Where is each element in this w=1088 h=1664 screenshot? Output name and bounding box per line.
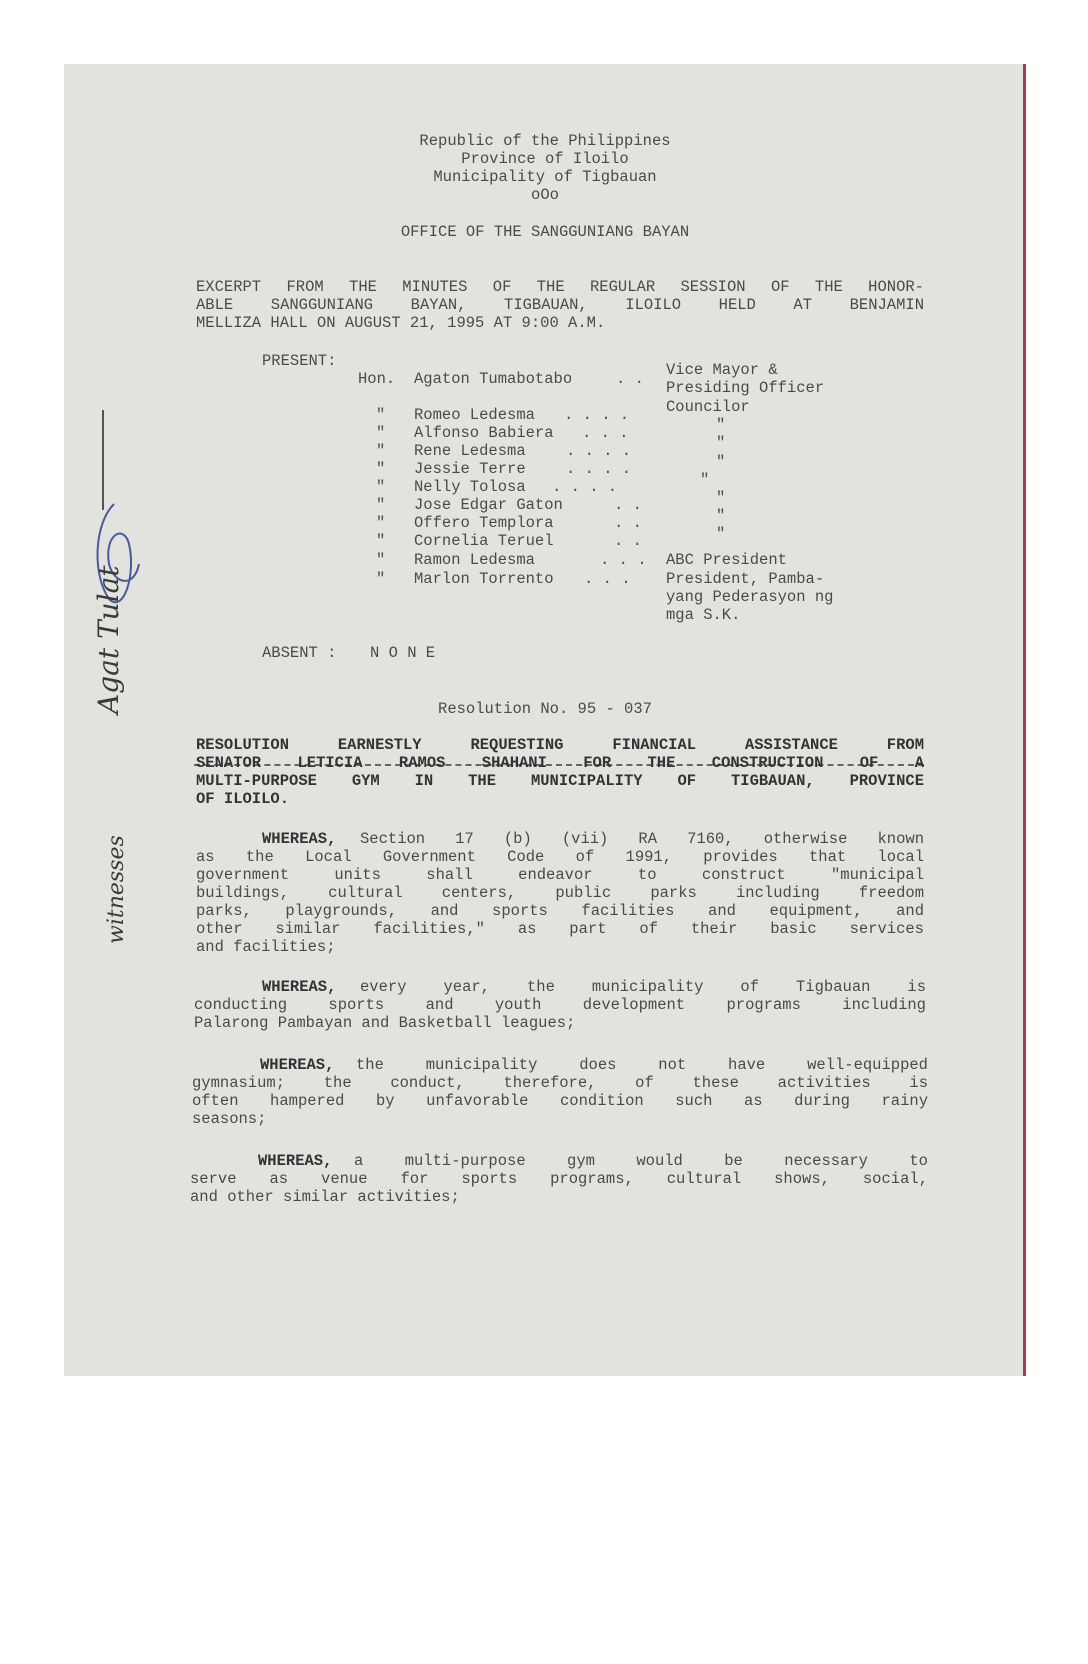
margin-witnesses-text: witnesses bbox=[104, 835, 129, 944]
member-role: Councilor bbox=[666, 398, 750, 416]
member-prefix: " bbox=[376, 551, 386, 569]
header-office: OFFICE OF THE SANGGUNIANG BAYAN bbox=[400, 223, 690, 241]
member-prefix: " bbox=[376, 478, 386, 496]
member-name: Marlon Torrento bbox=[414, 570, 554, 588]
header-municipality: Municipality of Tigbauan bbox=[433, 168, 657, 186]
member-name: Jose Edgar Gaton bbox=[414, 496, 563, 514]
member-dots: . . . bbox=[584, 570, 631, 588]
whereas-line: other similar facilities," as part of their basic services bbox=[196, 920, 924, 938]
whereas-line: gymnasium; the conduct, therefore, of these activities is bbox=[192, 1074, 928, 1092]
whereas-line: buildings, cultural centers, public parks including freedom bbox=[196, 884, 924, 902]
whereas-line: as the Local Government Code of 1991, provides that local bbox=[196, 848, 924, 866]
whereas-lead: WHEREAS, bbox=[262, 978, 337, 996]
whereas-lead: WHEREAS, bbox=[260, 1056, 335, 1074]
whereas-line: serve as venue for sports programs, cultural shows, social, bbox=[190, 1170, 928, 1188]
member-name: Nelly Tolosa bbox=[414, 478, 526, 496]
header-republic: Republic of the Philippines bbox=[419, 132, 671, 150]
member-prefix: " bbox=[376, 442, 386, 460]
member-dots: . . . bbox=[582, 424, 629, 442]
whereas-line: every year, the municipality of Tigbauan is bbox=[360, 978, 926, 996]
member-role: " bbox=[716, 453, 726, 471]
whereas-line: Palarong Pambayan and Basketball leagues; bbox=[194, 1014, 576, 1032]
scanned-page bbox=[64, 64, 1026, 1376]
resolution-number: Resolution No. 95 - 037 bbox=[438, 700, 652, 718]
member-name: Ramon Ledesma bbox=[414, 551, 535, 569]
margin-signature-text: Agat Tulat bbox=[92, 565, 125, 714]
whereas-line: a multi-purpose gym would be necessary to bbox=[354, 1152, 928, 1170]
member-prefix: " bbox=[376, 406, 386, 424]
member-role: ABC President bbox=[666, 551, 787, 569]
whereas-line: government units shall endeavor to construct "municipal bbox=[196, 866, 924, 884]
member-prefix: " bbox=[376, 496, 386, 514]
member-name: Romeo Ledesma bbox=[414, 406, 535, 424]
member-dots: . . . bbox=[600, 551, 647, 569]
resolution-title-line: RESOLUTION EARNESTLY REQUESTING FINANCIAL ASSISTANCE FROM bbox=[196, 736, 924, 754]
whereas-lead: WHEREAS, bbox=[258, 1152, 333, 1170]
whereas-line: Section 17 (b) (vii) RA 7160, otherwise known bbox=[360, 830, 924, 848]
whereas-line: and other similar activities; bbox=[190, 1188, 460, 1206]
present-label: PRESENT: bbox=[262, 352, 337, 370]
member-role: Vice Mayor & bbox=[666, 361, 778, 379]
resolution-title-line: SENATOR LETICIA RAMOS SHAHANI FOR THE CONSTRUCTION OF A bbox=[196, 754, 924, 772]
member-dots: . . bbox=[616, 370, 644, 388]
excerpt-line: ABLE SANGGUNIANG BAYAN, TIGBAUAN, ILOILO HELD AT BENJAMIN bbox=[196, 296, 924, 314]
member-name: Alfonso Babiera bbox=[414, 424, 554, 442]
member-prefix: " bbox=[376, 424, 386, 442]
member-role: " bbox=[716, 507, 726, 525]
absent-value: N O N E bbox=[370, 644, 436, 662]
member-dots: . . bbox=[614, 514, 642, 532]
member-name: Rene Ledesma bbox=[414, 442, 526, 460]
absent-label: ABSENT : bbox=[262, 644, 337, 662]
header-province: Province of Iloilo bbox=[461, 150, 629, 168]
whereas-line: conducting sports and youth development programs including bbox=[194, 996, 926, 1014]
member-prefix: Hon. bbox=[358, 370, 396, 388]
excerpt-line: EXCERPT FROM THE MINUTES OF THE REGULAR SESSION OF THE HONOR- bbox=[196, 278, 924, 296]
member-name: Agaton Tumabotabo bbox=[414, 370, 573, 388]
document-body bbox=[64, 64, 1026, 1376]
resolution-title-line: MULTI-PURPOSE GYM IN THE MUNICIPALITY OF TIGBAUAN, PROVINCE bbox=[196, 772, 924, 790]
member-role: mga S.K. bbox=[666, 606, 741, 624]
member-dots: . . bbox=[614, 496, 642, 514]
member-name: Offero Templora bbox=[414, 514, 554, 532]
member-prefix: " bbox=[376, 460, 386, 478]
whereas-line: the municipality does not have well-equipped bbox=[356, 1056, 928, 1074]
member-role: " bbox=[716, 489, 726, 507]
member-role: " bbox=[716, 416, 726, 434]
header-ornament: oOo bbox=[531, 186, 559, 204]
whereas-lead: WHEREAS, bbox=[262, 830, 337, 848]
member-name: Cornelia Teruel bbox=[414, 532, 554, 550]
member-prefix: " bbox=[376, 570, 386, 588]
whereas-line: seasons; bbox=[192, 1110, 267, 1128]
member-role: President, Pamba- bbox=[666, 570, 825, 588]
resolution-title-line: OF ILOILO. bbox=[196, 790, 290, 808]
member-dots: . . . . bbox=[566, 442, 632, 460]
member-role: " bbox=[700, 471, 710, 489]
member-dots: . . . . bbox=[552, 478, 618, 496]
whereas-line: parks, playgrounds, and sports facilities and equipment, and bbox=[196, 902, 924, 920]
member-role: Presiding Officer bbox=[666, 379, 825, 397]
member-dots: . . bbox=[614, 532, 642, 550]
whereas-line: often hampered by unfavorable condition such as during rainy bbox=[192, 1092, 928, 1110]
member-dots: . . . . bbox=[566, 460, 632, 478]
member-role: " bbox=[716, 525, 726, 543]
whereas-line: and facilities; bbox=[196, 938, 336, 956]
member-prefix: " bbox=[376, 514, 386, 532]
member-dots: . . . . bbox=[564, 406, 630, 424]
excerpt-line: MELLIZA HALL ON AUGUST 21, 1995 AT 9:00 A.M. bbox=[196, 314, 606, 332]
member-role: " bbox=[716, 434, 726, 452]
member-name: Jessie Terre bbox=[414, 460, 526, 478]
member-prefix: " bbox=[376, 532, 386, 550]
member-role: yang Pederasyon ng bbox=[666, 588, 834, 606]
